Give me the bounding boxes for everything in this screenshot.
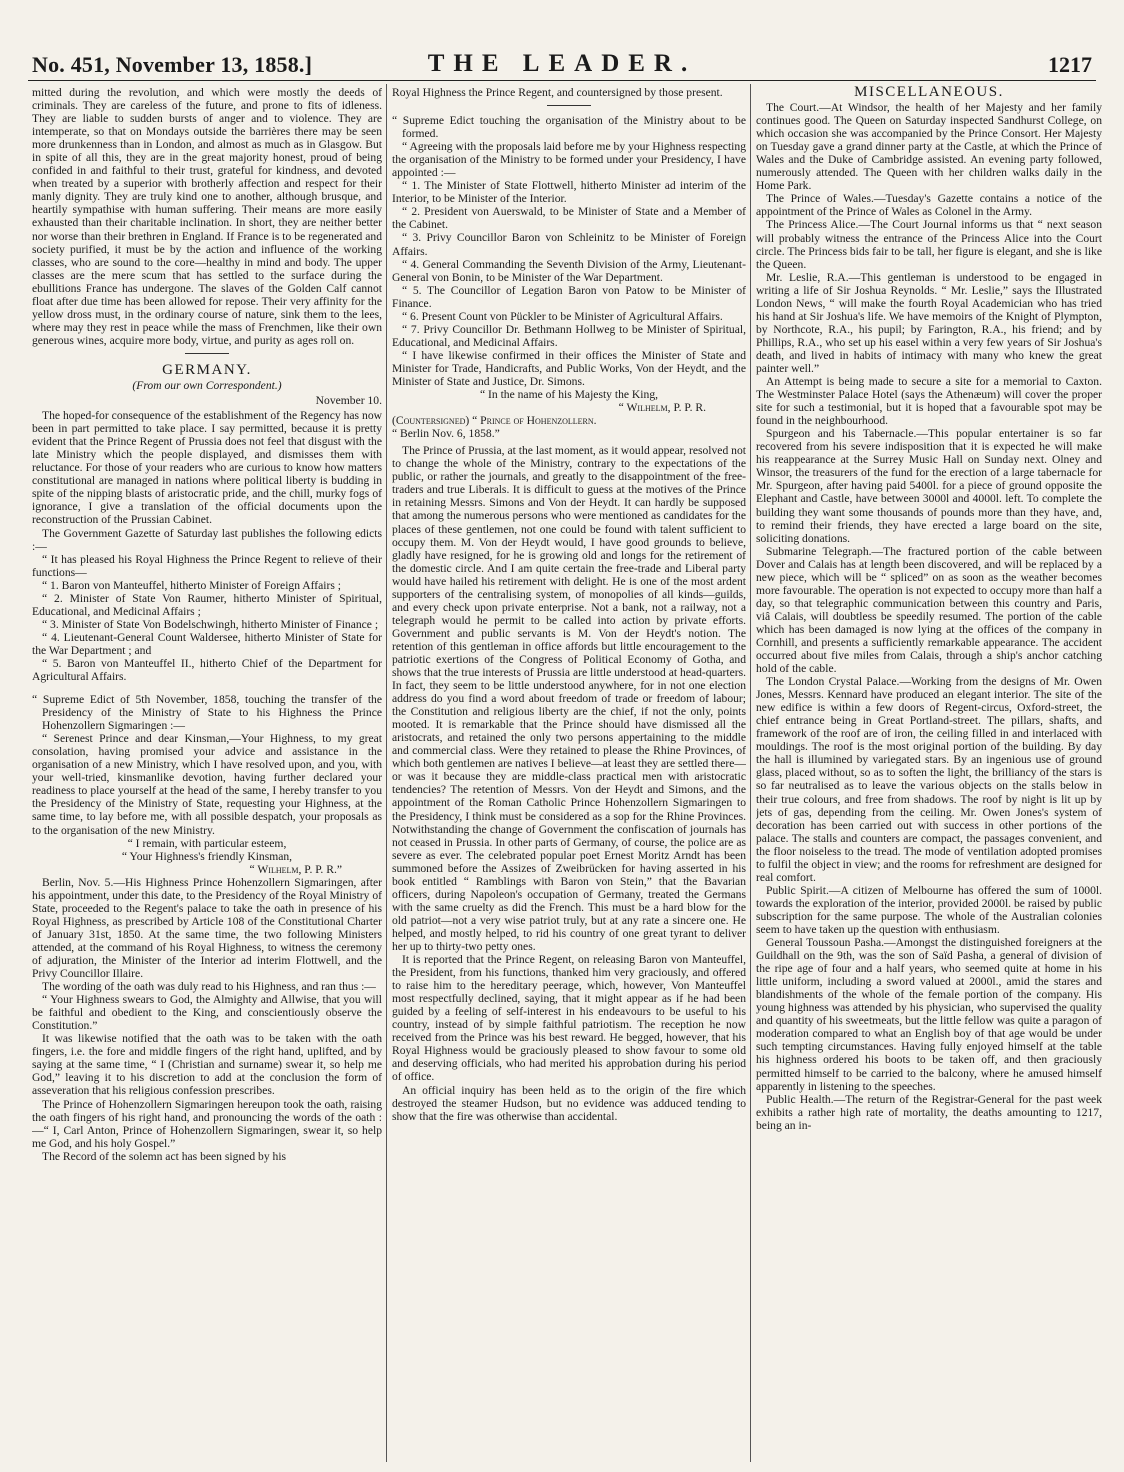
paragraph: The wording of the oath was duly read to his Highness, and ran thus :— [42, 980, 376, 994]
paragraph: Mr. Leslie, R.A.—This gentleman is understood to be engaged in writing a life of Sir Joshua Reynolds. “ Mr. Leslie,” says the Illustrated London News, “ will make the fourth Royal Academician who has tried his hand at Sir Joshua's life. We have memoirs of the Knight of Plympton, by Northcote, R.A., his pupil; by Farington, R.A., his friend; and by Phillips, R.A., who set up his easel within a very few years of Sir Joshua's death, and lived in habits of intimacy with many who knew the great painter well.” [756, 270, 1102, 375]
section-heading-miscellaneous: MISCELLANEOUS. [854, 86, 1004, 100]
paragraph: The Court.—At Windsor, the health of her Majesty and her family continues good. The Queen on Saturday inspected Sandhurst College, on which occasion she was accompanied by the Prince Consort. Her Majesty on Tuesday gave a grand dinner party at the Castle, at which the Prince of Wales and the Duke of Cambridge assisted. An evening party followed, numerously attended. The Queen with her children walks daily in the Home Park. [756, 101, 1102, 193]
paragraph: “ 1. Baron von Manteuffel, hitherto Minister of Foreign Affairs ; [42, 578, 342, 592]
closing-line: “ Your Highness's friendly Kinsman, [121, 849, 293, 863]
paragraph: Royal Highness the Prince Regent, and countersigned by those present. [392, 86, 723, 99]
paragraph: The Government Gazette of Saturday last publishes the following edicts :— [32, 526, 382, 553]
paragraph: The Prince of Prussia, at the last moment, as it would appear, resolved not to change the whole of the Ministry, contrary to the expectations of the public, or rather the journals, and greatly to the disappointment of the free-traders and true Liberals. It is difficult to guess at the motives of the Prince in retaining Messrs. Simons and Von der Heydt. It can hardly be supposed that among the numerous persons who were mentioned as candidates for the places of these gentlemen, not one could be found with talent sufficient to occupy them. M. Von der Heydt would, I have good grounds to believe, gladly have resigned, for he is growing old and longs for the retirement of the domestic circle. And I am quite certain the free-trade and Liberal party would have hailed his retirement with delight. He is one of the most ardent supporters of the centralising system, of monopolies of all kinds—guilds, and every check upon private enterprise. Not a bank, not a railway, not a telegraph would he permit to be called into action by private efforts. Government and public servants is M. Von der Heydt's notion. The retention of this gentleman in office affords but little encouragement to the patriotic exertions of the Congress of Political Economy of Gotha, and shows that the true interests of Prussia are little understood at head-quarters. In fact, they seem to be little understood anywhere, for in not one election address do you find a word about freedom of trade or freedom of labour; the Constitution and religious liberty are the chief, if not the only, points mooted. It is remarkable that the Prince should have dismissed all the aristocrats, and retained the only two persons appertaining to the middle and commercial class. Were they retained to please the Rhine Provinces, of which both gentlemen are natives I believe—at least they are settled there—or was it because they are middle-class practical men with aristocratic tendencies? The retention of Messrs. Von der Heydt and Simons, and the appointment of the Roman Catholic Prince Hohenzollern Sigmaringen to the Presidency, I think must be considered as a sop for the Rhine Provinces. Notwithstanding the change of Government the confiscation of journals has not ceased in Prussia. In other parts of Germany, of course, the police are as severe as ever. The celebrated popular poet Ernest Moritz Arndt has been summoned before the Assizes of Zweibrücken for having asserted in his book entitled “ Ramblings with Baron von Stein,” that the Bavarian officers, during Napoleon's occupation of Germany, treated the Germans with the same cruelty as did the French. This must be a hard blow for the old patriot—not a very wise patriot truly, but at any rate a sincere one. He helped, and mostly helped, to rid his country of one great tyrant to deliver her up to thirty-two petty ones. [392, 444, 746, 953]
signature: “ Wilhelm, P. P. R.” [249, 862, 342, 876]
paragraph: The Prince of Hohenzollern Sigmaringen hereupon took the oath, raising the oath fingers of his right hand, and pronouncing the words of the oath :—“ I, Carl Anton, Prince of Hohenzollern Sigmaringen, swear it, so help me God, and his holy Gospel.” [32, 1097, 382, 1150]
correspondent-line: (From our own Correspondent.) [132, 378, 282, 392]
paragraph: It was likewise notified that the oath was to be taken with the oath fingers, i.e. the fore and middle fingers of the right hand, uplifted, and by saying at the same time, “ I (Christian and surname) swear it, so help me God,” leaving it to his discretion to add at the conclusion the form of asseveration that his religious confession prescribes. [32, 1032, 382, 1098]
paragraph: mitted during the revolution, and which were mostly the deeds of criminals. They are careless of the future, and prone to fits of idleness. They are liable to sudden bursts of anger and to violence. They are intemperate, so that on Mondays outside the barrières there may be seen more drunkenness than in London, and almost as much as in Glasgow. But in spite of all this, they are in the great majority honest, proud of being confided in and faithful to their trust, grateful for kindness, and devoted when treated by a superior with brotherly affection and respect for their manly dignity. They are truly kind one to another, although brusque, and heartily sympathise with human suffering. Their means are more easily exhausted than their charitable inclination. In short, they are neither better nor worse than their brethren in England. If France is to be regenerated and society purified, it must be by the action and influence of the working classes, who are sound to the core—healthy in mind and body. The upper classes are the mere scum that has settled to the surface during the ebullitions France has undergone. The slaves of the Golden Calf cannot float after due time has been allowed for repose. Their very affinity for the yellow dross must, in the ordinary course of nature, sink them to the lees, where may they rest in peace while the mass of Frenchmen, like their own generous wines, acquire more body, virtue, and purity as ages roll on. [32, 86, 382, 347]
paragraph: It is reported that the Prince Regent, on releasing Baron von Manteuffel, the President, from his functions, thanked him very graciously, and offered to raise him to the hereditary peerage, which, however, Von Manteuffel most respectfully declined, saying, that it might appear as if he had been guided by a feeling of self-interest in his endeavours to be useful to his country, instead of by simple faithful patriotism. The reception he now received from the Prince was his best reward. He begged, however, that his Royal Highness would be graciously pleased to show favour to some old and deserving officials, who had merited his approbation during his period of office. [392, 953, 746, 1084]
paragraph: “ Agreeing with the proposals laid before me by your Highness respecting the organisation of the Ministry to be formed under your Presidency, I have appointed :— [392, 140, 746, 180]
paragraph: “ 5. The Councillor of Legation Baron von Patow to be Minister of Finance. [392, 283, 746, 310]
paragraph: “ Serenest Prince and dear Kinsman,—Your Highness, to my great consolation, having promised your advice and assistance in the organisation of a new Ministry, which I have resolved upon, and you, with your well-tried, kinsmanlike devotion, having further declared your readiness to place yourself at the head of the same, I hereby transfer to you the Presidency of the Ministry of State, requesting your Highness, at the same time, to lay before me, with all possible despatch, your proposals as to the organisation of the new Ministry. [32, 732, 382, 837]
paragraph: An official inquiry has been held as to the origin of the fire which destroyed the steamer Hudson, but no evidence was adduced tending to show that the fire was otherwise than accidental. [392, 1083, 746, 1123]
paragraph: “ I have likewise confirmed in their offices the Minister of State and Minister for Trade, Handicrafts, and Public Works, Von der Heydt, and the Minister of State and Justice, Dr. Simons. [392, 348, 746, 388]
paragraph: Berlin, Nov. 5.—His Highness Prince Hohenzollern Sigmaringen, after his appointment, under this date, to the Presidency of the Royal Ministry of State, proceeded to the Regent's palace to take the oath in presence of his Royal Highness, as prescribed by Article 108 of the Constitutional Charter of January 31st, 1850. At the same time, the two following Ministers attended, at the command of his Royal Highness, to witness the ceremony of adjuration, the Minister of the Interior ad interim Flottwell, and the Privy Councillor Illaire. [32, 875, 382, 981]
signature: “ Wilhelm, P. P. R. [618, 401, 706, 415]
column-2 [392, 86, 746, 1462]
dateline: November 10. [315, 394, 382, 408]
date-line: “ Berlin Nov. 6, 1858.” [392, 427, 500, 441]
edict-heading [392, 114, 746, 140]
section-rule [547, 105, 591, 106]
paragraph: The Princess Alice.—The Court Journal informs us that “ next season will probably witness the entrance of the Princess Alice into the Court circle. The Princess bids fair to be tall, her figure is elegant, and she is like the Queen. [756, 218, 1102, 271]
paragraph: “ It has pleased his Royal Highness the Prince Regent to relieve of their functions— [32, 552, 382, 579]
paragraph: “ 3. Minister of State Von Bodelschwingh, hitherto Minister of Finance ; [42, 617, 379, 631]
edict-title: “ Supreme Edict touching the organisation of the Ministry about to be formed. [392, 114, 746, 141]
paragraph: Public Health.—The return of the Registrar-General for the past week exhibits a rather high rate of mortality, the deaths amounting to 1217, being an in- [756, 1092, 1102, 1132]
paragraph: “ 3. Privy Councillor Baron von Schleinitz to be Minister of Foreign Affairs. [392, 231, 746, 258]
paragraph: “ 4. General Commanding the Seventh Division of the Army, Lieutenant-General von Bonin, to be Minister of the War Department. [392, 257, 746, 284]
edict-title: “ Supreme Edict of 5th November, 1858, touching the transfer of the Presidency of the Ministry of State to his Highness the Prince Hohenzollern Sigmaringen :— [32, 693, 382, 733]
column-3 [756, 86, 1102, 1462]
paragraph: “ Your Highness swears to God, the Almighty and Allwise, that you will be faithful and obedient to the King, and conscientiously observe the Constitution.” [32, 993, 382, 1033]
paragraph: “ 7. Privy Councillor Dr. Bethmann Hollweg to be Minister of Spiritual, Educational, and Medicinal Affairs. [392, 322, 746, 349]
paragraph: Spurgeon and his Tabernacle.—This popular entertainer is so far recovered from his severe indisposition that it is expected he will make his reappearance at the Surrey Music Hall on Sunday next. Olney and Winsor, the treasurers of the fund for the erection of a large tabernacle for Mr. Spurgeon, after having paid 5400l. for a piece of ground opposite the Elephant and Castle, have between 3000l and 4000l. left. To complete the building they want some thousands of pounds more than they have, and, to remind their friends, they have erected a large board on the site, soliciting donations. [756, 427, 1102, 545]
paragraph: “ 2. Minister of State Von Raumer, hitherto Minister of Spiritual, Educational, and Medicinal Affairs ; [32, 591, 382, 618]
page-number: 1217 [1048, 52, 1092, 77]
column-1 [32, 86, 382, 1462]
paragraph: An Attempt is being made to secure a site for a memorial to Caxton. The Westminster Palace Hotel (says the Athenæum) will cover the proper site for such a testimonial, but it is hoped that a favourable spot may be found in the neighbourhood. [756, 375, 1102, 428]
paragraph: Submarine Telegraph.—The fractured portion of the cable between Dover and Calais has at length been discovered, and will be replaced by a new piece, which will be “ spliced” on as soon as the weather becomes more favourable. The operation is not expected to occupy more than half a day, so that telegraphic communication between this country and Paris, viâ Calais, will doubtless be speedily resumed. The portion of the cable which has been damaged is now lying at the offices of the company in Cornhill, and presents a sufficiently remarkable appearance. The accident occurred about five miles from Calais, through a ship's anchor catching hold of the cable. [756, 544, 1102, 676]
paragraph: “ 2. President von Auerswald, to be Minister of State and a Member of the Cabinet. [392, 205, 746, 232]
masthead-title: THE LEADER. [427, 50, 697, 77]
paragraph: The hoped-for consequence of the establishment of the Regency has now been in part permitted to take place. I say permitted, because it is pretty evident that the Prince Regent of Prussia does not feel that disgust with the late Ministry which the people displayed, and dismisses them with reluctance. For those of your readers who are curious to know how matters constitutional are managed in nations where political liberty is budding in spite of the nipping blasts of aristocratic pride, and the chill, murky fogs of ignorance, I give a translation of the official documents upon the reconstruction of the Prussian Cabinet. [32, 409, 382, 527]
paragraph: “ 6. Present Count von Pückler to be Minister of Agricultural Affairs. [402, 309, 723, 323]
paragraph: General Toussoun Pasha.—Amongst the distinguished foreigners at the Guildhall on the 9th, was the son of Saïd Pasha, a general of division of the ripe age of four and a half years, who seemed quite at home in his little uniform, including a sword valued at 2000l., amid the stares and blandishments of the whole of the female portion of the company. His young highness was attended by his physician, who supervised the quality and quantity of his sweetmeats, but the little fellow was quite a paragon of moderation compared to what an English boy of that age would be under such tempting circumstances. Having fully enjoyed himself at the table his highness ordered his boots to be taken off, and then graciously permitted himself to be carried to the balcony, where he amused himself apparently in listening to the speeches. [756, 936, 1102, 1093]
countersignature: (Countersigned) “ Prince of Hohenzollern. [392, 414, 597, 428]
paragraph: Public Spirit.—A citizen of Melbourne has offered the sum of 1000l. towards the exploration of the interior, provided 2000l. be raised by public subscription for the same purpose. The whole of the Australian colonies seem to have taken up the question with enthusiasm. [756, 883, 1102, 936]
section-heading-germany: GERMANY. [162, 361, 252, 378]
page-header [28, 50, 1096, 81]
column-divider [386, 84, 387, 1462]
issue-line: No. 451, November 13, 1858.] [32, 52, 313, 77]
paragraph: “ 1. The Minister of State Flottwell, hitherto Minister ad interim of the Interior, to be Minister of the Interior. [392, 179, 746, 206]
paragraph: “ 5. Baron von Manteuffel II., hitherto Chief of the Department for Agricultural Affairs. [32, 656, 382, 684]
paragraph: “ 4. Lieutenant-General Count Waldersee, hitherto Minister of State for the War Department ; and [32, 630, 382, 657]
closing-line: “ In the name of his Majesty the King, [479, 388, 659, 402]
paragraph: The Record of the solemn act has been signed by his [42, 1149, 287, 1163]
section-rule [185, 353, 229, 354]
edict-heading [32, 693, 382, 732]
closing-line: “ I remain, with particular esteem, [127, 836, 287, 850]
paragraph: The London Crystal Palace.—Working from the designs of Mr. Owen Jones, Messrs. Kennard have produced an elegant interior. The site of the new edifice is within a few doors of Regent-circus, Oxford-street, the chief entrance being in Great Portland-street. The pillars, shafts, and framework of the roof are of iron, the ceiling filled in and interlaced with mouldings. The roof is the most original portion of the building. By day the hall is illumined by variegated stars. By an ingenious use of ground glass, placed without, so as to soften the light, the brilliancy of the stars is so far neutralised as to leave the various objects on the stalls below in their true colours, and free from shadows. The roof by night is lit up by jets of gas, depending from the ceiling. Mr. Owen Jones's system of decoration has been carried out with success in other portions of the palace. The stalls and counters are compact, the passages convenient, and the floor noiseless to the tread. The mode of ventilation adopted promises to fulfil the object in view; and the rooms for refreshment are designed for real comfort. [756, 675, 1102, 884]
column-divider [750, 84, 751, 1462]
paragraph: The Prince of Wales.—Tuesday's Gazette contains a notice of the appointment of the Prince of Wales as Colonel in the Army. [756, 192, 1102, 219]
